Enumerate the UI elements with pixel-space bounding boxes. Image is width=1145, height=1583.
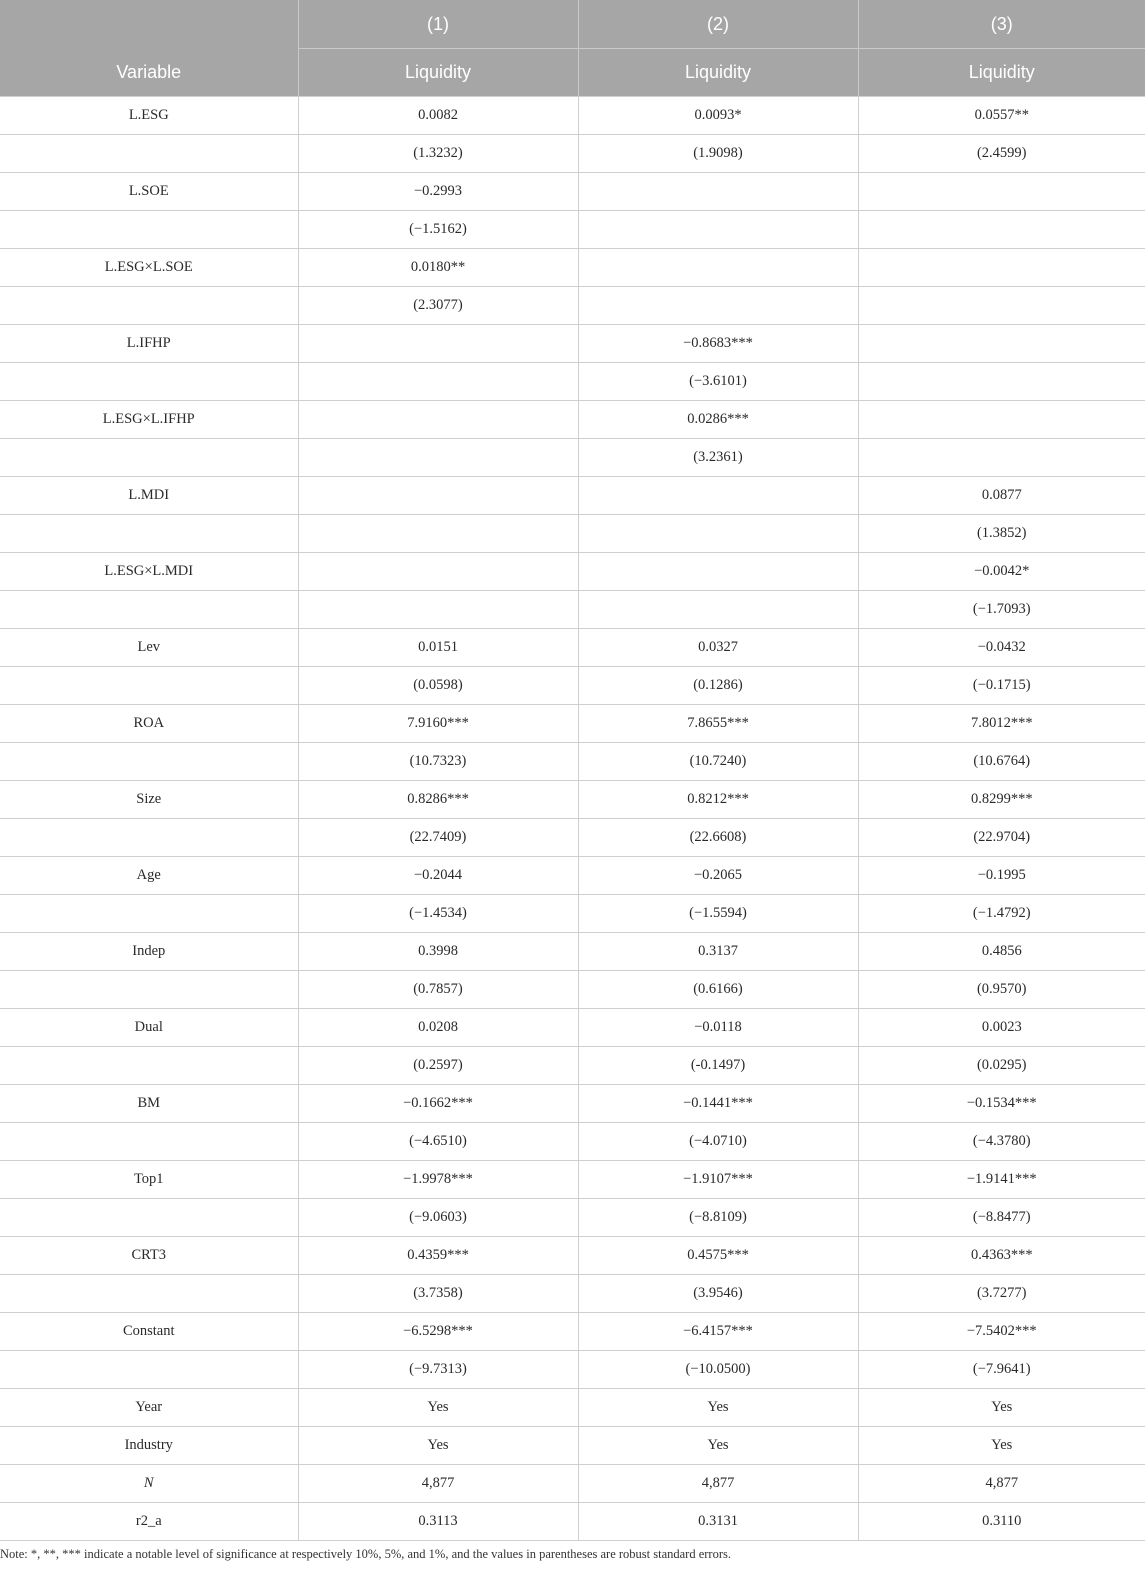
variable-cell (0, 1351, 298, 1389)
table-row (0, 97, 1145, 135)
table-row (0, 325, 1145, 363)
value-cell-c2 (578, 287, 858, 325)
value-cell-c1: 0.0180** (298, 249, 578, 287)
dependent-var-1: Liquidity (298, 49, 578, 97)
dependent-var-2: Liquidity (578, 49, 858, 97)
variable-cell (0, 971, 298, 1009)
variable-cell: L.ESG (0, 97, 298, 135)
table-body (0, 97, 1145, 1541)
variable-cell: Dual (0, 1009, 298, 1047)
table-row (0, 515, 1145, 553)
value-cell-c2: (10.7240) (578, 743, 858, 781)
value-cell-c2 (578, 249, 858, 287)
variable-cell (0, 667, 298, 705)
variable-cell: Lev (0, 629, 298, 667)
table-row (0, 439, 1145, 477)
variable-cell (0, 743, 298, 781)
variable-cell (0, 1199, 298, 1237)
value-cell-c1 (298, 401, 578, 439)
table-row (0, 1503, 1145, 1541)
variable-cell: Size (0, 781, 298, 819)
value-cell-c1 (298, 553, 578, 591)
value-cell-c3: (2.4599) (858, 135, 1145, 173)
value-cell-c2: 0.4575*** (578, 1237, 858, 1275)
value-cell-c2: (−4.0710) (578, 1123, 858, 1161)
table-row (0, 1085, 1145, 1123)
value-cell-c3: 0.4856 (858, 933, 1145, 971)
value-cell-c2 (578, 477, 858, 515)
variable-cell (0, 363, 298, 401)
value-cell-c1: Yes (298, 1389, 578, 1427)
table-row (0, 1237, 1145, 1275)
value-cell-c1 (298, 515, 578, 553)
dependent-var-3: Liquidity (858, 49, 1145, 97)
value-cell-c3 (858, 401, 1145, 439)
variable-cell: L.SOE (0, 173, 298, 211)
value-cell-c3: (10.6764) (858, 743, 1145, 781)
value-cell-c1 (298, 439, 578, 477)
value-cell-c3 (858, 249, 1145, 287)
value-cell-c1: (10.7323) (298, 743, 578, 781)
value-cell-c1 (298, 591, 578, 629)
value-cell-c2: 7.8655*** (578, 705, 858, 743)
value-cell-c2: −1.9107*** (578, 1161, 858, 1199)
value-cell-c3: 0.4363*** (858, 1237, 1145, 1275)
value-cell-c2: (0.1286) (578, 667, 858, 705)
value-cell-c1: (−9.0603) (298, 1199, 578, 1237)
variable-cell (0, 591, 298, 629)
value-cell-c2: Yes (578, 1389, 858, 1427)
header-row-dependent (0, 49, 1145, 97)
variable-header: Variable (0, 49, 298, 97)
value-cell-c2: (−1.5594) (578, 895, 858, 933)
table-row (0, 1161, 1145, 1199)
table-row (0, 1351, 1145, 1389)
value-cell-c1: 7.9160*** (298, 705, 578, 743)
table-row (0, 1389, 1145, 1427)
variable-cell: L.ESG×L.IFHP (0, 401, 298, 439)
value-cell-c3: 0.0877 (858, 477, 1145, 515)
variable-cell (0, 1123, 298, 1161)
value-cell-c1: −0.2993 (298, 173, 578, 211)
value-cell-c3: −0.1534*** (858, 1085, 1145, 1123)
value-cell-c2: 0.0286*** (578, 401, 858, 439)
variable-cell: Top1 (0, 1161, 298, 1199)
value-cell-c3: (0.0295) (858, 1047, 1145, 1085)
value-cell-c3 (858, 363, 1145, 401)
value-cell-c3: (1.3852) (858, 515, 1145, 553)
variable-cell: Year (0, 1389, 298, 1427)
variable-cell: r2_a (0, 1503, 298, 1541)
table-row (0, 1123, 1145, 1161)
variable-cell: L.IFHP (0, 325, 298, 363)
value-cell-c1: (22.7409) (298, 819, 578, 857)
table-row (0, 629, 1145, 667)
model-number-3: (3) (858, 0, 1145, 49)
value-cell-c3: (−0.1715) (858, 667, 1145, 705)
value-cell-c2: 0.3131 (578, 1503, 858, 1541)
variable-cell: L.ESG×L.MDI (0, 553, 298, 591)
value-cell-c1: Yes (298, 1427, 578, 1465)
value-cell-c3: (−1.4792) (858, 895, 1145, 933)
table-row (0, 1047, 1145, 1085)
value-cell-c3 (858, 173, 1145, 211)
value-cell-c2 (578, 211, 858, 249)
value-cell-c1: 0.0151 (298, 629, 578, 667)
value-cell-c3 (858, 439, 1145, 477)
variable-cell: Age (0, 857, 298, 895)
table-row (0, 667, 1145, 705)
value-cell-c3: −1.9141*** (858, 1161, 1145, 1199)
value-cell-c1: 0.3998 (298, 933, 578, 971)
value-cell-c2: −0.2065 (578, 857, 858, 895)
table-row (0, 211, 1145, 249)
value-cell-c1 (298, 325, 578, 363)
variable-cell (0, 135, 298, 173)
value-cell-c1: (2.3077) (298, 287, 578, 325)
table-row (0, 401, 1145, 439)
value-cell-c1: 0.0082 (298, 97, 578, 135)
value-cell-c3: 4,877 (858, 1465, 1145, 1503)
value-cell-c1: −1.9978*** (298, 1161, 578, 1199)
value-cell-c2 (578, 173, 858, 211)
value-cell-c1: (−9.7313) (298, 1351, 578, 1389)
value-cell-c3: −0.0042* (858, 553, 1145, 591)
model-number-2: (2) (578, 0, 858, 49)
value-cell-c1: −0.1662*** (298, 1085, 578, 1123)
value-cell-c1: 0.8286*** (298, 781, 578, 819)
value-cell-c3: (0.9570) (858, 971, 1145, 1009)
value-cell-c1: −0.2044 (298, 857, 578, 895)
model-number-1: (1) (298, 0, 578, 49)
variable-cell (0, 287, 298, 325)
variable-cell (0, 515, 298, 553)
value-cell-c2: (1.9098) (578, 135, 858, 173)
value-cell-c3: (−7.9641) (858, 1351, 1145, 1389)
value-cell-c1: (−4.6510) (298, 1123, 578, 1161)
variable-cell: N (0, 1465, 298, 1503)
value-cell-c2 (578, 515, 858, 553)
header-row-model-numbers (0, 0, 1145, 49)
table-row (0, 933, 1145, 971)
value-cell-c2: 0.3137 (578, 933, 858, 971)
value-cell-c1: (0.0598) (298, 667, 578, 705)
value-cell-c1 (298, 363, 578, 401)
value-cell-c1: (−1.5162) (298, 211, 578, 249)
value-cell-c2: (3.2361) (578, 439, 858, 477)
variable-cell (0, 211, 298, 249)
value-cell-c2: (−3.6101) (578, 363, 858, 401)
value-cell-c2: (0.6166) (578, 971, 858, 1009)
value-cell-c1: (−1.4534) (298, 895, 578, 933)
value-cell-c2: (-0.1497) (578, 1047, 858, 1085)
value-cell-c3: −0.1995 (858, 857, 1145, 895)
variable-cell: Indep (0, 933, 298, 971)
value-cell-c3: 0.0557** (858, 97, 1145, 135)
value-cell-c3: Yes (858, 1427, 1145, 1465)
value-cell-c1: 4,877 (298, 1465, 578, 1503)
value-cell-c3: 7.8012*** (858, 705, 1145, 743)
value-cell-c2: (3.9546) (578, 1275, 858, 1313)
value-cell-c1: (0.7857) (298, 971, 578, 1009)
variable-cell: L.MDI (0, 477, 298, 515)
table-row (0, 1465, 1145, 1503)
table-row (0, 173, 1145, 211)
table-row (0, 363, 1145, 401)
table-row (0, 781, 1145, 819)
value-cell-c1: (0.2597) (298, 1047, 578, 1085)
value-cell-c2: −0.8683*** (578, 325, 858, 363)
value-cell-c2 (578, 591, 858, 629)
value-cell-c1: (3.7358) (298, 1275, 578, 1313)
table-row (0, 971, 1145, 1009)
value-cell-c2: 4,877 (578, 1465, 858, 1503)
value-cell-c2: (22.6608) (578, 819, 858, 857)
value-cell-c3: (22.9704) (858, 819, 1145, 857)
value-cell-c2: Yes (578, 1427, 858, 1465)
variable-cell: ROA (0, 705, 298, 743)
value-cell-c3: Yes (858, 1389, 1145, 1427)
value-cell-c3: 0.8299*** (858, 781, 1145, 819)
table-row (0, 1313, 1145, 1351)
value-cell-c3: (−1.7093) (858, 591, 1145, 629)
table-row (0, 1275, 1145, 1313)
variable-cell (0, 1275, 298, 1313)
table-row (0, 1199, 1145, 1237)
value-cell-c3: 0.0023 (858, 1009, 1145, 1047)
table-header (0, 0, 1145, 97)
value-cell-c1: (1.3232) (298, 135, 578, 173)
value-cell-c2: 0.0093* (578, 97, 858, 135)
table-row (0, 819, 1145, 857)
variable-cell (0, 895, 298, 933)
value-cell-c3: −0.0432 (858, 629, 1145, 667)
value-cell-c2: 0.8212*** (578, 781, 858, 819)
value-cell-c2: −0.1441*** (578, 1085, 858, 1123)
table-row (0, 857, 1145, 895)
table-note: Note: *, **, *** indicate a notable level of significance at respectively 10%, 5%, and 1%, and the values in parentheses are robust standard errors. (0, 1547, 731, 1561)
table-row (0, 705, 1145, 743)
table-row (0, 591, 1145, 629)
table-row (0, 287, 1145, 325)
value-cell-c1: 0.4359*** (298, 1237, 578, 1275)
value-cell-c1 (298, 477, 578, 515)
value-cell-c3: (−8.8477) (858, 1199, 1145, 1237)
value-cell-c3: (3.7277) (858, 1275, 1145, 1313)
variable-cell (0, 439, 298, 477)
value-cell-c2: (−10.0500) (578, 1351, 858, 1389)
variable-cell: BM (0, 1085, 298, 1123)
table-row (0, 743, 1145, 781)
variable-cell: Industry (0, 1427, 298, 1465)
table-row (0, 895, 1145, 933)
value-cell-c3 (858, 211, 1145, 249)
table-row (0, 553, 1145, 591)
value-cell-c3 (858, 325, 1145, 363)
value-cell-c2: (−8.8109) (578, 1199, 858, 1237)
table-row (0, 477, 1145, 515)
value-cell-c3: 0.3110 (858, 1503, 1145, 1541)
header-empty-cell (0, 0, 298, 49)
variable-cell: CRT3 (0, 1237, 298, 1275)
value-cell-c1: −6.5298*** (298, 1313, 578, 1351)
value-cell-c3 (858, 287, 1145, 325)
value-cell-c2 (578, 553, 858, 591)
value-cell-c1: 0.0208 (298, 1009, 578, 1047)
value-cell-c3: −7.5402*** (858, 1313, 1145, 1351)
value-cell-c2: 0.0327 (578, 629, 858, 667)
value-cell-c3: (−4.3780) (858, 1123, 1145, 1161)
table-row (0, 135, 1145, 173)
value-cell-c2: −6.4157*** (578, 1313, 858, 1351)
value-cell-c1: 0.3113 (298, 1503, 578, 1541)
value-cell-c2: −0.0118 (578, 1009, 858, 1047)
variable-cell (0, 1047, 298, 1085)
variable-cell (0, 819, 298, 857)
table-row (0, 249, 1145, 287)
variable-cell: Constant (0, 1313, 298, 1351)
table-row (0, 1009, 1145, 1047)
table-row (0, 1427, 1145, 1465)
variable-cell: L.ESG×L.SOE (0, 249, 298, 287)
